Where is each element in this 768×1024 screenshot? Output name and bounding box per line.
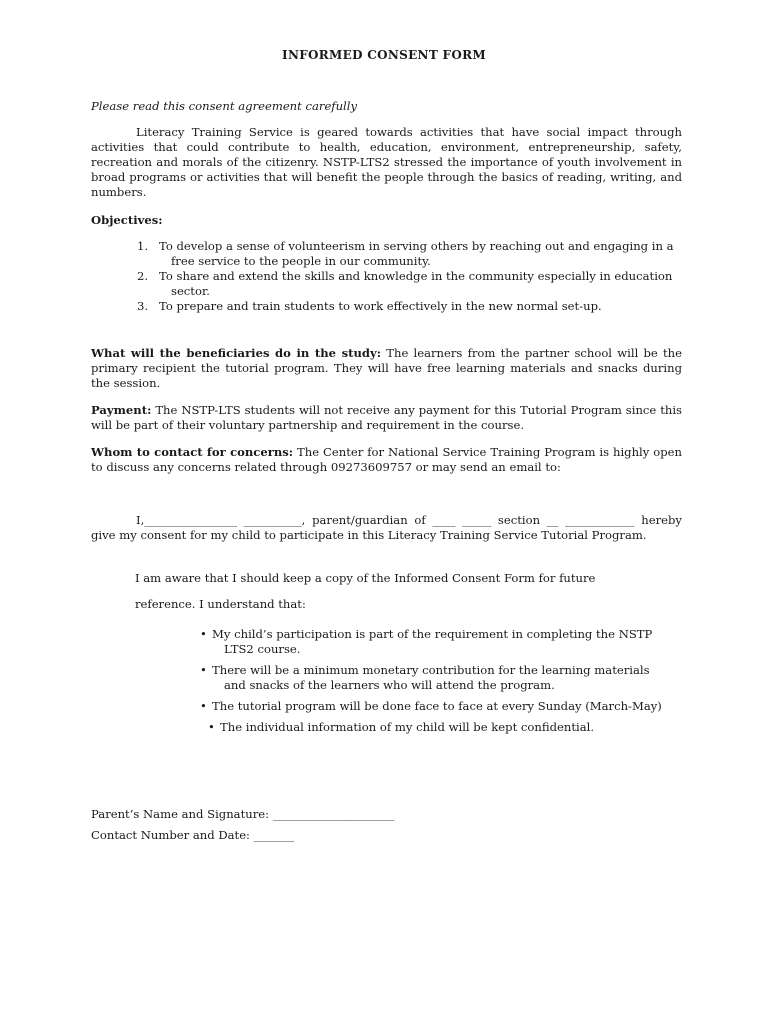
contact-concerns-label: Whom to contact for concerns: bbox=[91, 445, 294, 459]
beneficiaries-section bbox=[91, 346, 682, 391]
objectives-list bbox=[137, 239, 687, 314]
bullet-icon: • bbox=[208, 720, 215, 734]
consent-statement: I,________________ __________, parent/guardian of ____ _____ section __ ____________ hereby give my consent for my child to participate in this Literacy Training Service Tutorial Program. bbox=[91, 513, 682, 542]
objective-text: To prepare and train students to work effectively in the new normal set-up. bbox=[159, 299, 602, 313]
objective-text-continued: sector. bbox=[171, 284, 210, 298]
objective-number: 3. bbox=[137, 299, 149, 313]
objective-text: To develop a sense of volunteerism in serving others by reaching out and engaging in a bbox=[159, 239, 674, 253]
parent-signature-field[interactable]: Parent’s Name and Signature: _____________________ bbox=[91, 807, 395, 821]
objective-item bbox=[137, 299, 687, 314]
payment-label: Payment: bbox=[91, 403, 152, 417]
term-item bbox=[200, 663, 700, 693]
term-text: My child’s participation is part of the requirement in completing the NSTP bbox=[212, 627, 653, 641]
payment-text: The NSTP-LTS students will not receive any payment for this Tutorial Program since this will be part of their voluntary partnership and requirement in the course. bbox=[91, 403, 682, 432]
bullet-icon: • bbox=[200, 699, 207, 713]
objective-text-continued: free service to the people in our community. bbox=[171, 254, 431, 268]
terms-list bbox=[200, 627, 700, 741]
term-text: The tutorial program will be done face to face at every Sunday (March-May) bbox=[212, 699, 662, 713]
term-text: There will be a minimum monetary contribution for the learning materials bbox=[212, 663, 650, 677]
objective-text: To share and extend the skills and knowledge in the community especially in education bbox=[159, 269, 673, 283]
bullet-icon: • bbox=[200, 627, 207, 641]
intro-instruction: Please read this consent agreement carefully bbox=[91, 99, 358, 113]
term-text: The individual information of my child will be kept confidential. bbox=[220, 720, 595, 734]
beneficiaries-text: The learners from the partner school will be the primary recipient the tutorial program. They will have free learning materials and snacks during the session. bbox=[91, 346, 682, 390]
objective-number: 1. bbox=[137, 239, 149, 253]
intro-paragraph: Literacy Training Service is geared towards activities that have social impact through activities that could contribute to health, education, environment, entrepreneurship, safety, recreation and morals of the citizenry. NSTP-LTS2 stressed the importance of youth involvement in broad programs or activities that will benefit the people through the basics of reading, writing, and numbers. bbox=[91, 125, 682, 199]
term-text-continued: LTS2 course. bbox=[224, 642, 301, 656]
objectives-heading: Objectives: bbox=[91, 213, 163, 227]
term-item bbox=[200, 720, 700, 735]
objective-number: 2. bbox=[137, 269, 149, 283]
term-item bbox=[200, 627, 700, 657]
bullet-icon: • bbox=[200, 663, 207, 677]
payment-section bbox=[91, 403, 682, 433]
form-title: INFORMED CONSENT FORM bbox=[282, 48, 486, 62]
contact-concerns-text: The Center for National Service Training Program is highly open to discuss any concerns related through 09273609757 or may send an email to: bbox=[91, 445, 682, 474]
term-text-continued: and snacks of the learners who will attend the program. bbox=[224, 678, 555, 692]
term-item bbox=[200, 699, 700, 714]
aware-line: I am aware that I should keep a copy of the Informed Consent Form for future bbox=[135, 571, 596, 585]
reference-line: reference. I understand that: bbox=[135, 597, 306, 611]
objective-item bbox=[137, 269, 687, 299]
contact-date-field[interactable]: Contact Number and Date: _______ bbox=[91, 828, 295, 842]
contact-concerns-section bbox=[91, 445, 682, 475]
beneficiaries-label: What will the beneficiaries do in the study: bbox=[91, 346, 382, 360]
objective-item bbox=[137, 239, 687, 269]
